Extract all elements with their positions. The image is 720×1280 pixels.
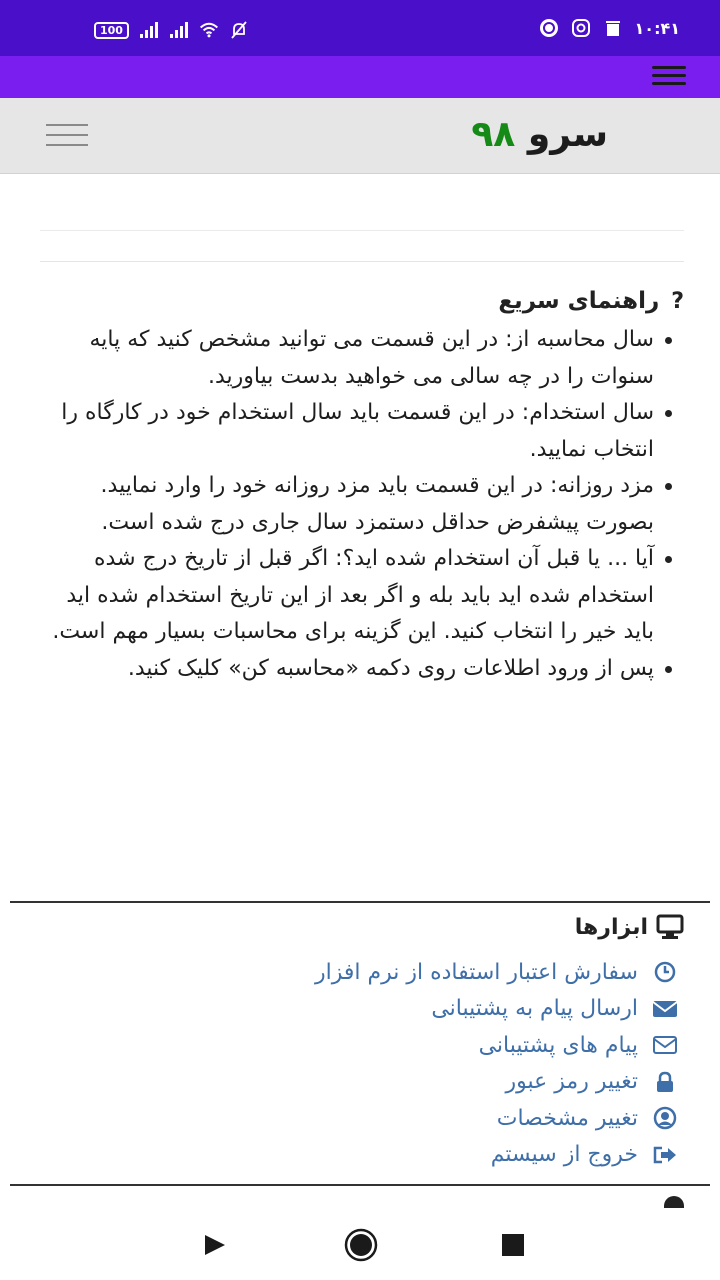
monitor-icon xyxy=(656,914,684,940)
status-left xyxy=(94,20,249,40)
back-triangle-icon[interactable] xyxy=(200,1230,230,1260)
tool-label: خروج از سیستم xyxy=(490,1142,638,1168)
tool-link-logout[interactable] xyxy=(36,1137,684,1174)
tool-link-send-message[interactable] xyxy=(36,991,684,1028)
lock-icon xyxy=(652,1069,678,1095)
clock-time: ۱۰:۴۱ xyxy=(634,18,680,38)
question-icon: ? xyxy=(671,288,684,314)
navbar-toggler-icon[interactable] xyxy=(46,124,88,148)
recents-square-icon[interactable] xyxy=(498,1230,528,1260)
tools-list xyxy=(36,954,684,1173)
status-bar xyxy=(0,0,720,56)
guide-item: مزد روزانه: در این قسمت باید مزد روزانه خود را وارد نمایید. بصورت پیشفرض حداقل دستمزد سال جاری درج شده است. xyxy=(36,468,676,541)
site-logo[interactable] xyxy=(471,114,608,155)
guide-list xyxy=(36,322,676,687)
user-icon xyxy=(664,1196,684,1208)
divider xyxy=(40,230,684,231)
bell-off-icon xyxy=(229,20,249,40)
envelope-solid-icon xyxy=(652,996,678,1022)
tool-link-support-messages[interactable] xyxy=(36,1027,684,1064)
tool-link-edit-profile[interactable] xyxy=(36,1100,684,1137)
logo-number: ۹۸ xyxy=(471,114,516,155)
section-divider xyxy=(10,1184,710,1186)
tool-label: ارسال پیام به پشتیبانی xyxy=(431,996,638,1022)
site-header xyxy=(0,98,720,174)
app-bar xyxy=(0,56,720,98)
tool-label: پیام های پشتیبانی xyxy=(478,1032,638,1058)
home-circle-icon[interactable] xyxy=(344,1228,378,1262)
tools-title-text: ابزارها xyxy=(574,914,648,940)
signal-icon xyxy=(169,20,189,40)
envelope-outline-icon xyxy=(652,1032,678,1058)
user-circle-icon xyxy=(652,1105,678,1131)
guide-title xyxy=(36,288,684,314)
divider xyxy=(40,261,684,262)
guide-item: آیا ... یا قبل آن استخدام شده اید؟: اگر قبل از تاریخ درج شده استخدام شده اید باید بله و اگر بعد از این تاریخ استخدام شده اید باید خیر را انتخاب کنید. این گزینه برای محاسبات بسیار مهم است. xyxy=(36,541,676,651)
logo-word: سرو xyxy=(527,114,608,155)
guide-item: پس از ورود اطلاعات روی دکمه «محاسبه کن» کلیک کنید. xyxy=(36,651,676,688)
guide-item: سال محاسبه از: در این قسمت می توانید مشخص کنید که پایه سنوات را در چه سالی می خواهید بدست بیاورید. xyxy=(36,322,676,395)
tool-label: سفارش اعتبار استفاده از نرم افزار xyxy=(314,959,638,985)
quick-guide xyxy=(36,288,684,687)
app-icon xyxy=(539,18,559,38)
tools-title xyxy=(36,914,684,940)
hamburger-menu-icon[interactable] xyxy=(652,66,686,88)
tool-link-order-credit[interactable] xyxy=(36,954,684,991)
wifi-icon xyxy=(199,20,219,40)
tool-label: تغییر رمز عبور xyxy=(505,1069,638,1095)
clock-icon xyxy=(652,959,678,985)
guide-item: سال استخدام: در این قسمت باید سال استخدام خود در کارگاه را انتخاب نمایید. xyxy=(36,395,676,468)
tool-label: تغییر مشخصات xyxy=(496,1105,638,1131)
trash-icon xyxy=(603,18,623,38)
signal-icon xyxy=(139,20,159,40)
tool-link-change-password[interactable] xyxy=(36,1064,684,1101)
sign-out-icon xyxy=(652,1142,678,1168)
system-nav-bar xyxy=(0,1208,720,1280)
status-right xyxy=(539,18,680,38)
guide-title-text: راهنمای سریع xyxy=(498,288,660,314)
battery-icon: 100 xyxy=(94,22,129,39)
tools-section xyxy=(36,914,684,1173)
section-divider xyxy=(10,901,710,903)
instagram-icon xyxy=(571,18,591,38)
